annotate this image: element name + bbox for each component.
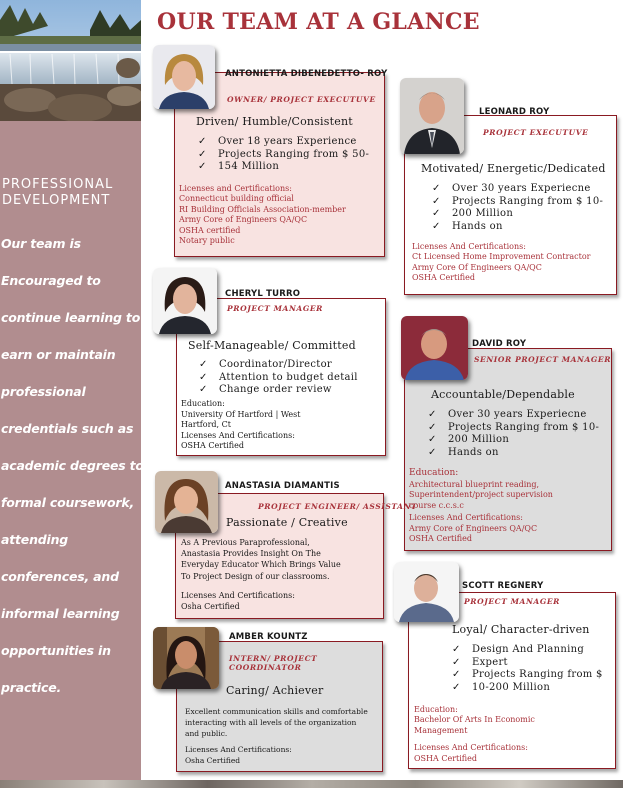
- sidebar-text-line: earn or maintain: [1, 347, 116, 362]
- education-line: course c.c.s.c: [409, 500, 464, 510]
- member-role: PROJECT MANAGER: [227, 304, 323, 313]
- avatar-leonard: [400, 78, 464, 154]
- license-line: Army Core Of Engineers QA/QC: [412, 262, 542, 272]
- license-line: Connecticut building official: [179, 194, 294, 204]
- highlight-continuation: 200 Million: [448, 434, 510, 445]
- sidebar-text-line: Encouraged to: [1, 273, 101, 288]
- bio-line: As A Previous Paraprofessional,: [181, 538, 310, 547]
- highlight-item: ✓ Projects Ranging from $ 10-: [432, 196, 603, 209]
- bio-line: Everyday Educator Which Brings Value: [181, 560, 341, 570]
- waterfall-photo: [0, 0, 141, 121]
- license-line: OSHA certified: [179, 225, 241, 235]
- member-motto: Self-Manageable/ Committed: [188, 339, 356, 352]
- education-line: [414, 736, 535, 743]
- member-role-line: COORDINATOR: [229, 663, 302, 672]
- education-line: Hartford, Ct: [181, 420, 231, 430]
- license-line: Licenses and Certifications:: [179, 184, 292, 193]
- sidebar-heading-line: PROFESSIONAL: [2, 177, 114, 192]
- highlight-item: ✓ Over 30 years Experiecne: [432, 183, 603, 196]
- highlight-item: ✓ Over 30 years Experiecne: [428, 409, 599, 422]
- avatar-david: [401, 316, 468, 380]
- education-line: OSHA Certified: [414, 753, 477, 763]
- highlight-item: ✓ Projects Ranging from $ 50-: [198, 149, 369, 162]
- bio-line: interacting with all levels of the organization: [185, 718, 357, 727]
- bottom-photo-strip: [0, 780, 623, 788]
- member-role: PROJECT MANAGER: [464, 597, 560, 606]
- sidebar-text-line: practice.: [1, 680, 62, 695]
- sidebar-heading: [2, 177, 138, 209]
- education-block: [409, 480, 553, 544]
- highlight-item: ✓ Design And Planning: [452, 644, 603, 657]
- highlight-item: [198, 161, 369, 174]
- licenses-block: [179, 184, 346, 246]
- education-line: Licenses And Certifications:: [181, 430, 295, 440]
- member-name: ANASTASIA DIAMANTIS: [225, 481, 340, 491]
- highlight-item: ✓ Projects Ranging from $: [452, 669, 603, 682]
- sidebar-heading-line: DEVELOPMENT: [2, 193, 111, 208]
- highlight-item: [428, 434, 599, 447]
- member-name: AMBER KOUNTZ: [229, 632, 308, 642]
- member-name: ANTONIETTA DIBENEDETTO- ROY: [225, 69, 388, 79]
- member-motto: Accountable/Dependable: [431, 388, 575, 401]
- education-line: Licenses And Certifications:: [414, 743, 528, 753]
- member-highlights: [432, 183, 603, 233]
- license-line: Army Core of Engineers QA/QC: [179, 215, 308, 225]
- sidebar-text-line: attending: [1, 532, 69, 547]
- professional-development-sidebar: [0, 121, 144, 788]
- sidebar-text-line: continue learning to: [1, 310, 141, 325]
- member-name: LEONARD ROY: [479, 107, 550, 117]
- highlight-continuation: 200 Million: [452, 208, 514, 219]
- member-motto: Caring/ Achiever: [226, 684, 324, 697]
- sidebar-text-line: academic degrees to: [1, 458, 144, 473]
- member-highlights: [198, 136, 369, 174]
- member-motto: Driven/ Humble/Consistent: [196, 115, 353, 128]
- avatar-cheryl: [153, 268, 217, 334]
- member-name: SCOTT REGNERY: [462, 581, 544, 591]
- highlight-item: ✓ Over 18 years Experience: [198, 136, 369, 149]
- license-line: Licenses And Certifications:: [181, 591, 295, 600]
- highlight-item: ✓ Projects Ranging from $ 10-: [428, 422, 599, 435]
- member-role-line: INTERN/ PROJECT: [229, 654, 318, 663]
- bio-line: Anastasia Provides Insight On The: [181, 549, 321, 559]
- member-motto: Loyal/ Character-driven: [452, 623, 590, 636]
- education-line: Architectural blueprint reading,: [409, 480, 540, 489]
- licenses-block: [412, 242, 591, 284]
- education-line: Education:: [414, 705, 458, 714]
- highlight-continuation: Expert: [472, 656, 508, 668]
- license-line: RI Building Officials Association-member: [179, 204, 346, 214]
- license-line: Ct Licensed Home Improvement Contractor: [412, 252, 591, 262]
- highlight-item: [452, 657, 603, 670]
- highlight-continuation: 10-200 Million: [472, 681, 551, 693]
- member-name: CHERYL TURRO: [225, 289, 301, 299]
- member-role: SENIOR PROJECT MANAGER: [474, 355, 612, 364]
- education-line: Management: [414, 725, 468, 735]
- bio-line: Excellent communication skills and comfortable: [185, 707, 368, 716]
- license-line: Osha Certified: [185, 755, 241, 765]
- bio-line: To Project Design of our classrooms.: [181, 571, 330, 581]
- avatar-amber: [153, 627, 219, 689]
- licenses-block: [185, 745, 292, 766]
- highlight-item: ✓ Hands on: [428, 447, 599, 460]
- avatar-scott: [394, 562, 459, 622]
- sidebar-text-line: conferences, and: [1, 569, 119, 584]
- highlight-item: ✓ Attention to budget detail: [199, 372, 358, 385]
- member-role: PROJECT EXECUTUVE: [483, 128, 589, 137]
- education-line: Army Core of Engineers QA/QC: [409, 523, 538, 533]
- sidebar-text-line: Our team is: [1, 236, 81, 251]
- education-line: OSHA Certified: [181, 441, 244, 451]
- member-motto: Passionate / Creative: [226, 516, 348, 529]
- education-line: Superintendent/project supervision: [409, 490, 553, 500]
- education-block: [414, 705, 535, 764]
- member-role: PROJECT ENGINEER/ ASSISTANT: [258, 502, 418, 511]
- sidebar-text-line: credentials such as: [1, 421, 134, 436]
- education-line: OSHA Certified: [409, 534, 472, 544]
- bio-block: [181, 537, 341, 582]
- highlight-item: ✓ Coordinator/Director: [199, 359, 358, 372]
- education-line: Bachelor Of Arts In Economic: [414, 715, 535, 725]
- highlight-item: ✓ Change order review: [199, 384, 358, 397]
- highlight-item: [432, 208, 603, 221]
- member-highlights: [452, 644, 603, 694]
- sidebar-text-line: professional: [1, 384, 86, 399]
- education-line: Licenses And Certifications:: [409, 513, 523, 523]
- member-highlights: [199, 359, 358, 397]
- highlight-continuation: 154 Million: [218, 161, 280, 172]
- licenses-block: [181, 591, 295, 612]
- education-line: University Of Hartford | West: [181, 409, 301, 419]
- bio-line: and public.: [185, 729, 228, 738]
- license-line: Notary public: [179, 236, 235, 246]
- highlight-item: ✓ Hands on: [432, 221, 603, 234]
- member-name: DAVID ROY: [472, 339, 527, 349]
- sidebar-text-line: informal learning: [1, 606, 120, 621]
- sidebar-text-line: formal coursework,: [1, 495, 135, 510]
- member-motto: Motivated/ Energetic/Dedicated: [421, 162, 606, 175]
- license-line: Licenses And Certifications:: [185, 745, 292, 754]
- member-role: [229, 654, 317, 672]
- license-line: Osha Certified: [181, 601, 240, 611]
- education-line: Education:: [181, 399, 225, 408]
- education-label: Education:: [409, 468, 459, 478]
- member-highlights: [428, 409, 599, 459]
- license-line: OSHA Certified: [412, 273, 475, 283]
- avatar-anastasia: [155, 471, 218, 533]
- sidebar-text-line: opportunities in: [1, 643, 111, 658]
- bio-block: [185, 706, 368, 739]
- member-role: OWNER/ PROJECT EXECUTUVE: [227, 95, 376, 104]
- highlight-item: [452, 682, 603, 695]
- page-title: OUR TEAM AT A GLANCE: [157, 9, 480, 35]
- license-line: Licenses And Certifications:: [412, 242, 526, 251]
- avatar-antonietta: [153, 45, 215, 109]
- education-block: [181, 399, 300, 452]
